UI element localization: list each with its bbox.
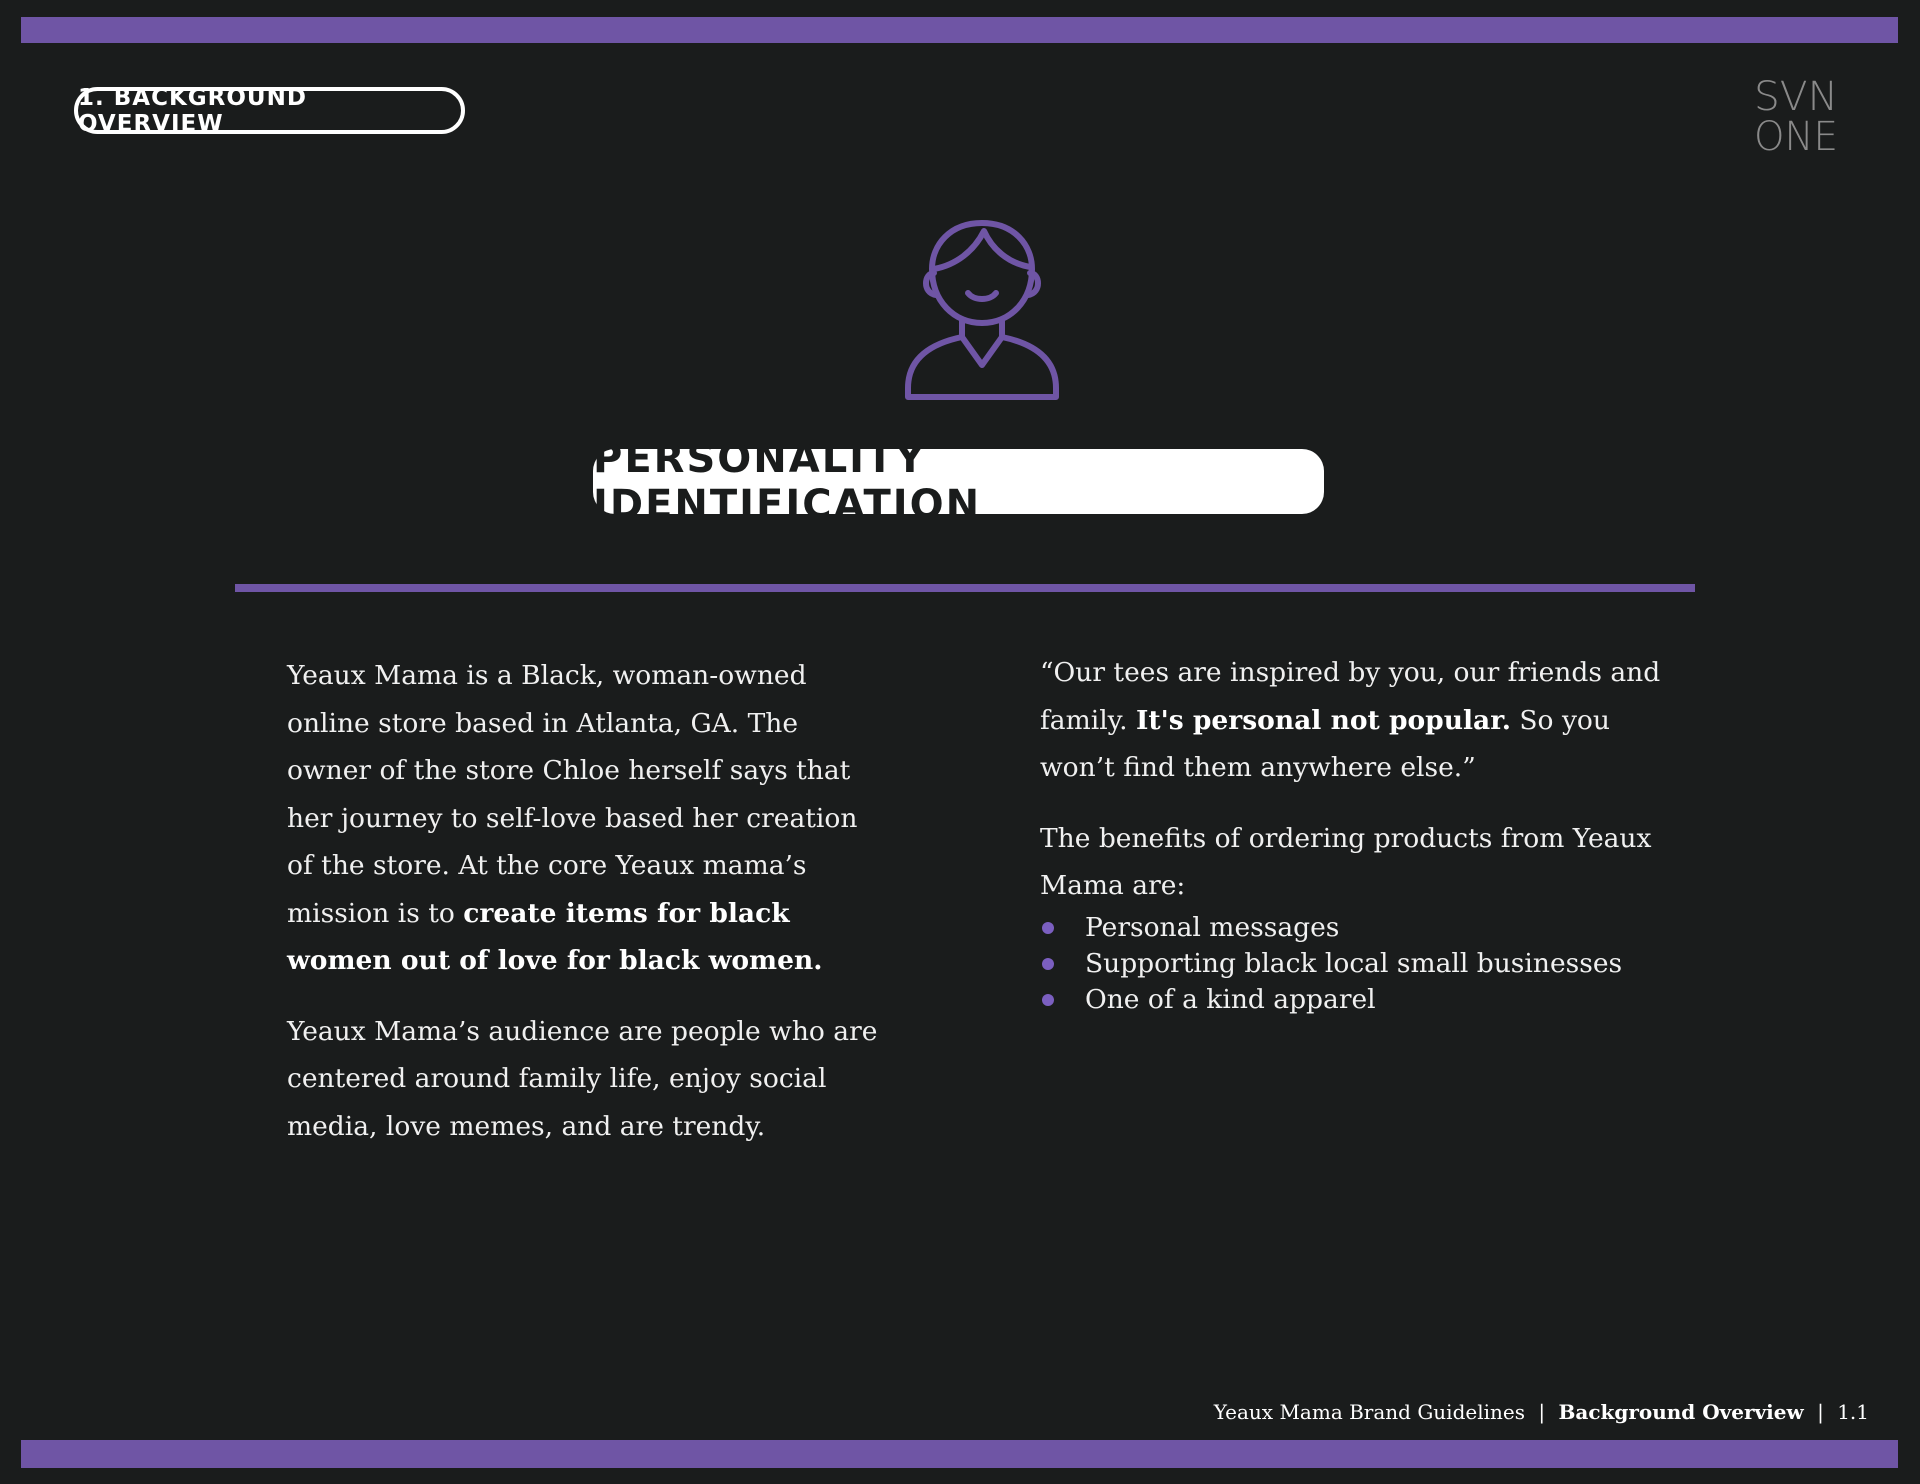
footer-doc-title: Yeaux Mama Brand Guidelines: [1213, 1400, 1525, 1424]
footer-page-number: 1.1: [1837, 1400, 1869, 1424]
intro-paragraph: Yeaux Mama is a Black, woman-owned online store based in Atlanta, GA. The owner of the store Chloe herself says that her journey to self-love based her creation of the store. At the core Yeaux mama’s mission is to create items for black women out of love for black women.: [287, 660, 858, 976]
mission-statement: create items for black women out of love for black women.: [287, 897, 823, 976]
footer-separator: |: [1538, 1400, 1546, 1424]
list-item: One of a kind apparel: [1040, 982, 1680, 1018]
logo-line-2: ONE: [1754, 114, 1838, 154]
section-label: 1. BACKGROUND OVERVIEW: [74, 87, 465, 134]
audience-paragraph: Yeaux Mama’s audience are people who are centered around family life, enjoy social media, love memes, and are trendy.: [287, 1015, 878, 1142]
bottom-accent-bar: [21, 1440, 1898, 1468]
page-title: PERSONALITY IDENTIFICATION: [593, 449, 1324, 514]
logo-line-1: SVN: [1754, 74, 1838, 120]
benefits-list: [1040, 910, 1680, 1018]
list-item: Supporting black local small businesses: [1040, 946, 1680, 982]
bullet-dot-icon: [1042, 994, 1054, 1006]
quote-highlight: It's personal not popular.: [1136, 704, 1511, 736]
benefits-intro: The benefits of ordering products from Yeaux Mama are:: [1040, 822, 1652, 901]
left-column: [287, 652, 887, 1150]
bullet-dot-icon: [1042, 958, 1054, 970]
svn-one-logo: [1750, 74, 1842, 154]
footer-separator: |: [1817, 1400, 1824, 1424]
right-column: [1040, 649, 1680, 1018]
bullet-dot-icon: [1042, 922, 1054, 934]
brand-quote: “Our tees are inspired by you, our friends and family. It's personal not popular. So you won’t find them anywhere else.”: [1040, 657, 1661, 783]
footer-section-name: Background Overview: [1558, 1400, 1804, 1424]
section-divider: [235, 584, 1695, 592]
top-accent-bar: [21, 17, 1898, 43]
list-item: Personal messages: [1040, 910, 1680, 946]
page-footer: [1214, 1400, 1869, 1424]
person-avatar-icon: [904, 213, 1060, 401]
